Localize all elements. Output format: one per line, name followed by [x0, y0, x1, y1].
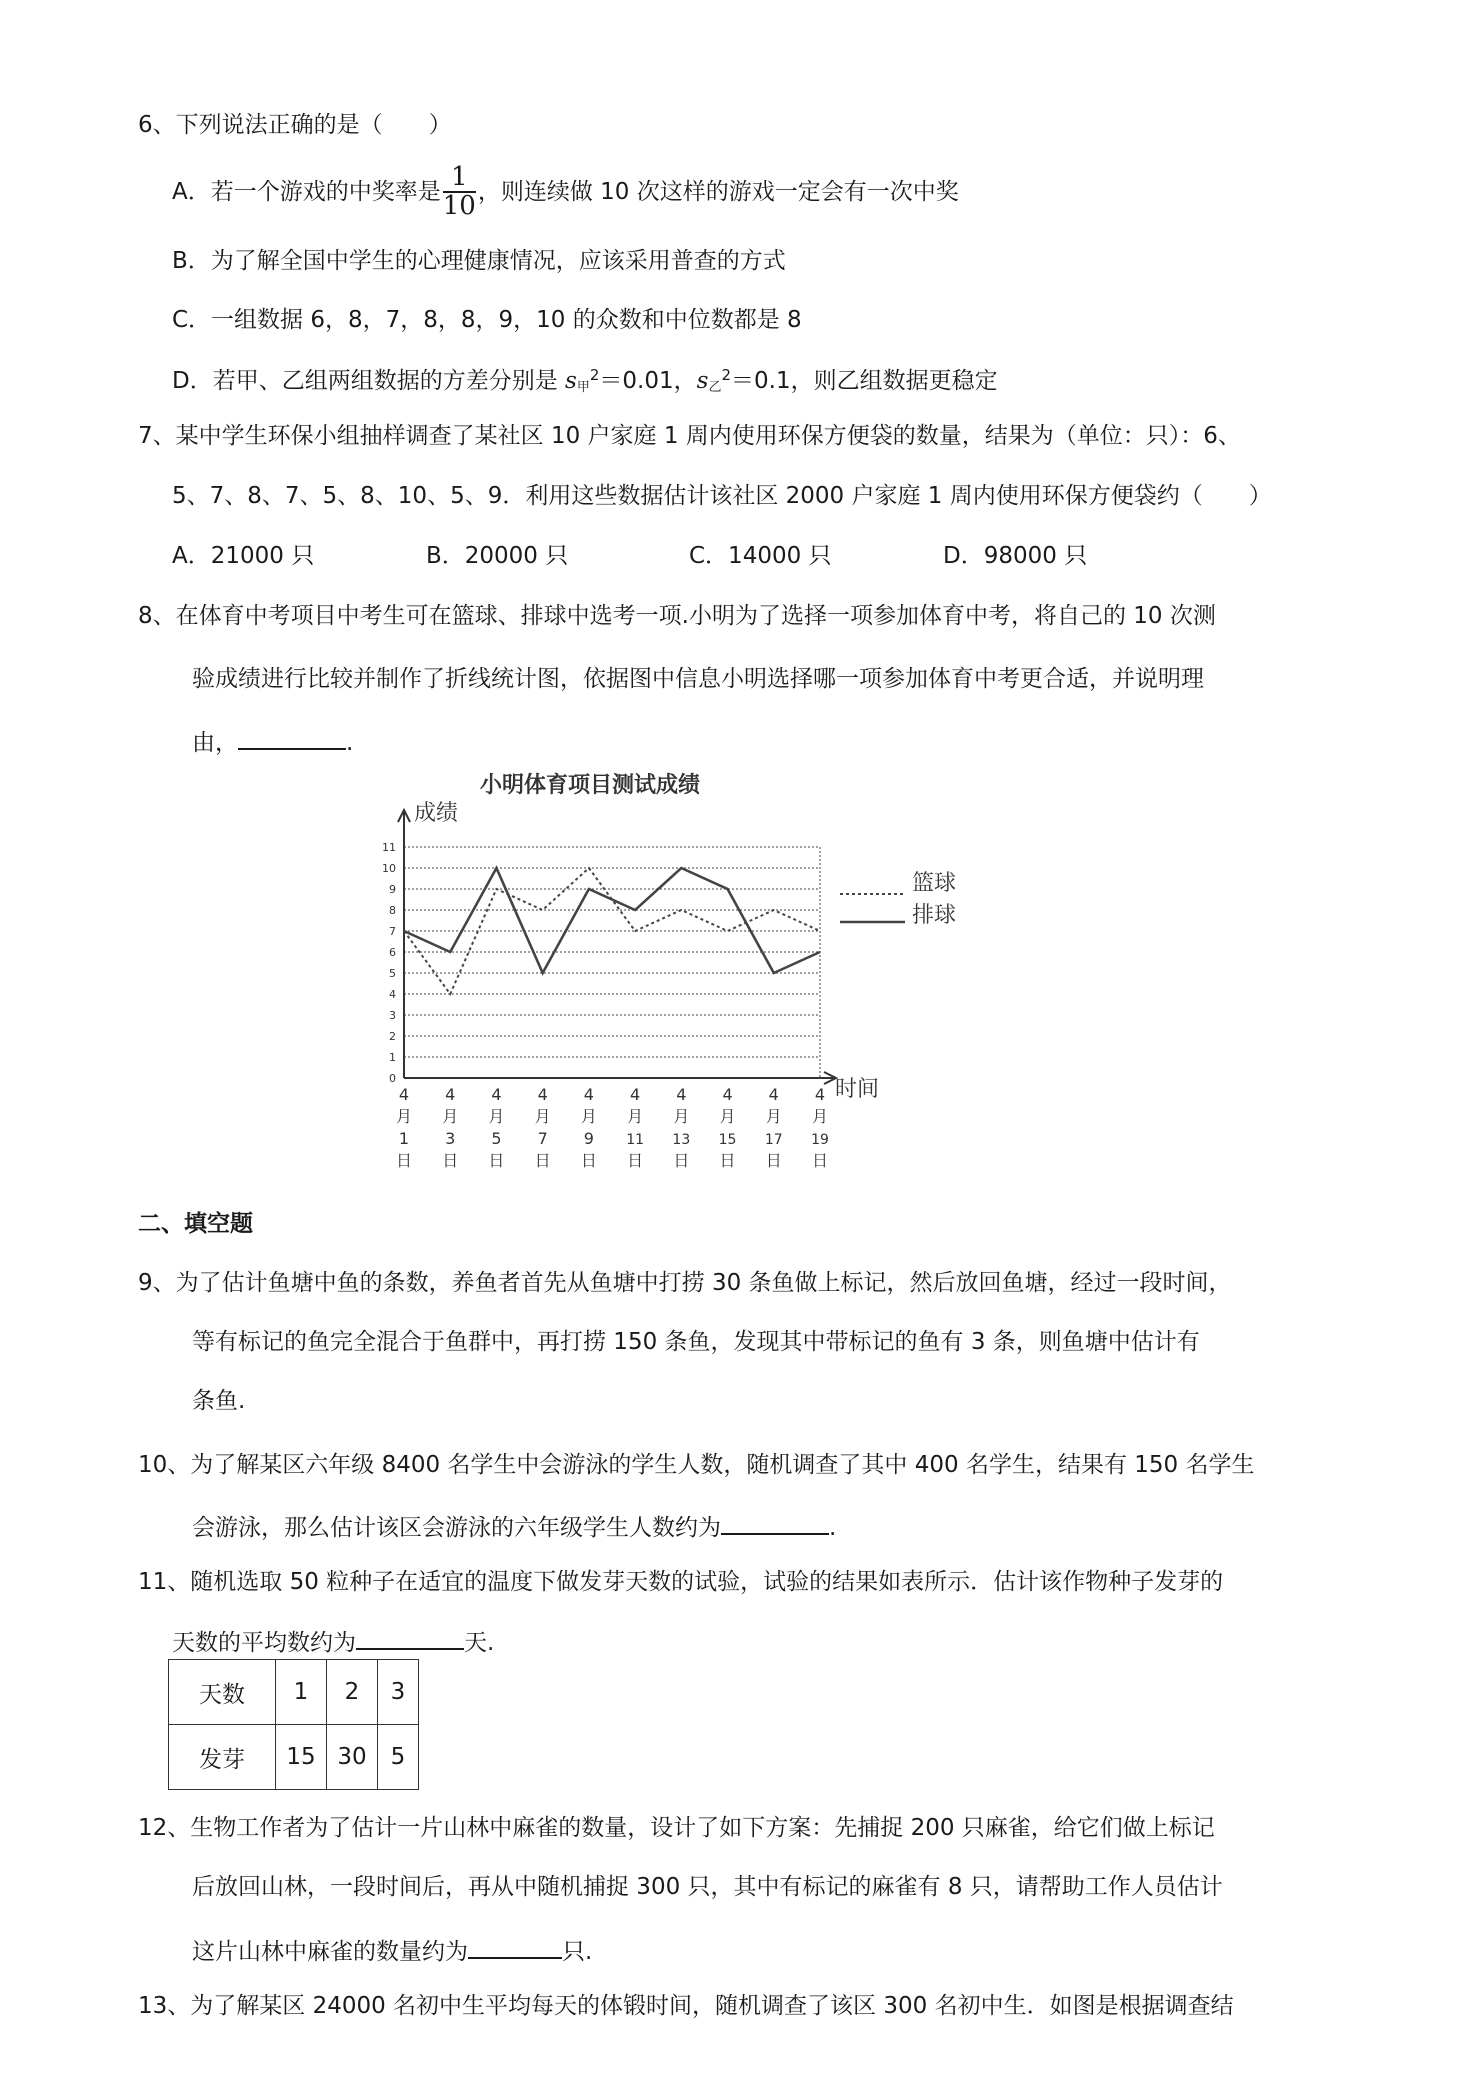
q9-line-1: 9、为了估计鱼塘中鱼的条数，养鱼者首先从鱼塘中打捞 30 条鱼做上标记，然后放回鱼塘，经过一段时间，: [138, 1270, 1232, 1296]
x-tick-text: 3: [445, 1129, 456, 1148]
y-tick-label: 4: [389, 988, 396, 1001]
table-cell: 30: [327, 1725, 378, 1790]
x-tick-text: 日: [765, 1151, 782, 1170]
q10-line-2-text: 会游泳，那么估计该区会游泳的六年级学生人数约为: [192, 1515, 721, 1541]
q8-line-3-end: .: [346, 730, 354, 756]
fraction-numerator: 1: [443, 164, 476, 193]
x-tick-text: 月: [673, 1107, 690, 1126]
subscript-jia: 甲: [576, 380, 590, 395]
x-tick-text: 4: [768, 1085, 779, 1104]
x-tick-text: 4: [814, 1085, 826, 1104]
table-cell: 5: [378, 1725, 419, 1790]
x-tick-text: 7: [537, 1129, 548, 1148]
x-tick-label: [488, 1085, 504, 1170]
table-cell: 15: [276, 1725, 327, 1790]
q7-option-c: C．14000 只: [689, 543, 832, 569]
q10-line-2-end: .: [829, 1515, 837, 1541]
q12-line-1: 12、生物工作者为了估计一片山林中麻雀的数量，设计了如下方案：先捕捉 200 只麻雀，给它们做上标记: [138, 1815, 1215, 1841]
y-tick-label: 0: [389, 1072, 396, 1085]
answer-blank[interactable]: [468, 1937, 562, 1959]
x-tick-label: [765, 1085, 783, 1170]
x-tick-text: 5: [491, 1129, 502, 1148]
table-row: [169, 1725, 419, 1790]
q10-line-1: 10、为了解某区六年级 8400 名学生中会游泳的学生人数，随机调查了其中 400 名学生，结果有 150 名学生: [138, 1452, 1255, 1478]
q6-option-d-end: ＝0.1，则乙组数据更稳定: [731, 368, 998, 394]
x-tick-text: 日: [673, 1151, 690, 1170]
x-tick-text: 4: [722, 1085, 733, 1104]
x-tick-text: 15: [718, 1132, 737, 1148]
x-tick-text: 月: [811, 1107, 829, 1126]
x-tick-text: 19: [811, 1132, 829, 1148]
x-tick-text: 月: [580, 1107, 597, 1126]
y-tick-label: 1: [389, 1051, 396, 1064]
y-tick-label: 8: [389, 904, 396, 917]
q9-line-3: 条鱼.: [192, 1388, 246, 1414]
table-cell: 发芽: [169, 1725, 276, 1790]
q10-line-2: [192, 1513, 836, 1540]
x-tick-label: [535, 1085, 551, 1170]
x-tick-text: 4: [398, 1085, 410, 1104]
q13-line-1: 13、为了解某区 24000 名初中生平均每天的体锻时间，随机调查了该区 300 名初中生．如图是根据调查结: [138, 1993, 1234, 2019]
x-tick-text: 4: [491, 1085, 502, 1104]
q6-option-d-mid: ＝0.01，: [599, 368, 697, 394]
table-header-cell: 天数: [169, 1660, 276, 1725]
y-tick-label: 2: [389, 1030, 396, 1043]
table-header-cell: 3: [378, 1660, 419, 1725]
x-tick-text: 日: [442, 1151, 459, 1170]
legend-label: 排球: [912, 903, 957, 928]
x-tick-text: 日: [580, 1151, 597, 1170]
q6-option-a: [172, 160, 959, 224]
table-header-cell: 2: [327, 1660, 378, 1725]
superscript-2: 2: [589, 366, 600, 384]
q12-line-3-text: 这片山林中麻雀的数量约为: [192, 1939, 468, 1965]
q6-option-d: [172, 368, 998, 394]
y-tick-label: 3: [389, 1009, 396, 1022]
x-tick-text: 1: [398, 1129, 410, 1148]
x-tick-label: [811, 1085, 829, 1170]
x-tick-label: [396, 1085, 412, 1170]
q8-line-3-text: 由，: [192, 730, 238, 756]
x-tick-text: 月: [395, 1107, 413, 1126]
fraction: [442, 161, 476, 221]
q11-line-2-text: 天数的平均数约为: [172, 1630, 356, 1656]
x-tick-label: [672, 1085, 690, 1170]
x-tick-text: 4: [537, 1085, 548, 1104]
q6-option-d-text: D．若甲、乙组两组数据的方差分别是: [172, 368, 566, 394]
q12-line-3: [192, 1937, 592, 1964]
variance-symbol: s: [696, 368, 709, 394]
x-tick-text: 月: [627, 1107, 644, 1126]
q9-line-2: 等有标记的鱼完全混合于鱼群中，再打捞 150 条鱼，发现其中带标记的鱼有 3 条，则鱼塘中估计有: [192, 1329, 1200, 1355]
q8-line-3: [192, 728, 353, 755]
answer-blank[interactable]: [356, 1628, 464, 1650]
x-tick-text: 日: [719, 1151, 736, 1170]
q11-line-1: 11、随机选取 50 粒种子在适宜的温度下做发芽天数的试验，试验的结果如表所示．估计该作物种子发芽的: [138, 1569, 1224, 1595]
q6-stem: 6、下列说法正确的是（ ）: [138, 112, 452, 138]
y-axis-label: 成绩: [414, 801, 459, 826]
x-tick-label: [442, 1085, 458, 1170]
q6-option-c: C．一组数据 6，8，7，8，8，9，10 的众数和中位数都是 8: [172, 307, 802, 333]
q8-line-1: 8、在体育中考项目中考生可在篮球、排球中选考一项.小明为了选择一项参加体育中考，将自己的 10 次测: [138, 603, 1216, 629]
section-title: 二、填空题: [138, 1211, 253, 1237]
x-tick-text: 月: [534, 1107, 551, 1126]
x-tick-label: [719, 1085, 737, 1170]
x-tick-text: 9: [583, 1129, 594, 1148]
table-header-cell: 1: [276, 1660, 327, 1725]
x-tick-text: 4: [630, 1085, 641, 1104]
y-tick-label: 11: [382, 841, 396, 854]
subscript-yi: 乙: [708, 380, 722, 395]
germination-table: [168, 1659, 419, 1790]
x-tick-text: 日: [534, 1151, 551, 1170]
x-tick-text: 日: [488, 1151, 505, 1170]
q7-option-b: B．20000 只: [426, 543, 569, 569]
x-tick-text: 日: [395, 1151, 413, 1170]
x-tick-text: 月: [765, 1107, 782, 1126]
x-tick-text: 4: [445, 1085, 456, 1104]
x-tick-text: 日: [627, 1151, 644, 1170]
q12-line-2: 后放回山林，一段时间后，再从中随机捕捉 300 只，其中有标记的麻雀有 8 只，请帮助工作人员估计: [192, 1874, 1223, 1900]
q7-option-d: D．98000 只: [943, 543, 1088, 569]
line-chart: [380, 772, 980, 1172]
x-tick-label: [581, 1085, 597, 1170]
y-tick-label: 9: [389, 883, 396, 896]
q6-option-a-text-cont: ，则连续做 10 次这样的游戏一定会有一次中奖: [477, 178, 959, 205]
x-tick-text: 月: [442, 1107, 459, 1126]
variance-symbol: s: [565, 368, 577, 394]
legend-label: 篮球: [912, 871, 957, 896]
x-tick-text: 11: [626, 1132, 645, 1148]
x-tick-text: 17: [764, 1132, 783, 1148]
y-tick-label: 6: [389, 946, 396, 959]
fraction-denominator: 10: [442, 191, 476, 221]
q12-line-3-end: 只.: [562, 1939, 593, 1965]
x-tick-text: 月: [488, 1107, 505, 1126]
x-tick-text: 月: [719, 1107, 736, 1126]
y-tick-label: 10: [382, 862, 396, 875]
series-line-volleyball: [404, 868, 820, 973]
q7-line-2: 5、7、8、7、5、8、10、5、9．利用这些数据估计该社区 2000 户家庭 1 周内使用环保方便袋约（ ）: [172, 483, 1272, 509]
x-axis-label: 时间: [835, 1077, 880, 1102]
q6-option-b: B．为了解全国中学生的心理健康情况，应该采用普查的方式: [172, 248, 786, 274]
y-tick-label: 5: [389, 967, 396, 980]
q6-option-a-text: A．若一个游戏的中奖率是: [172, 178, 441, 205]
x-tick-label: [626, 1085, 644, 1170]
answer-blank[interactable]: [238, 728, 346, 750]
x-tick-text: 日: [811, 1151, 829, 1170]
chart-title: 小明体育项目测试成绩: [479, 773, 701, 798]
x-tick-text: 4: [676, 1085, 687, 1104]
table-row: [169, 1660, 419, 1725]
q11-line-2-end: 天.: [464, 1630, 495, 1656]
q8-line-2: 验成绩进行比较并制作了折线统计图，依据图中信息小明选择哪一项参加体育中考更合适，并说明理: [192, 666, 1204, 692]
q11-line-2: [172, 1628, 494, 1655]
x-tick-text: 4: [583, 1085, 594, 1104]
x-tick-text: 13: [672, 1132, 691, 1148]
y-tick-label: 7: [389, 925, 396, 938]
q7-option-a: A．21000 只: [172, 543, 315, 569]
answer-blank[interactable]: [721, 1513, 829, 1535]
superscript-2: 2: [721, 366, 731, 384]
q7-line-1: 7、某中学生环保小组抽样调查了某社区 10 户家庭 1 周内使用环保方便袋的数量，结果为（单位：只）：6、: [138, 423, 1241, 449]
